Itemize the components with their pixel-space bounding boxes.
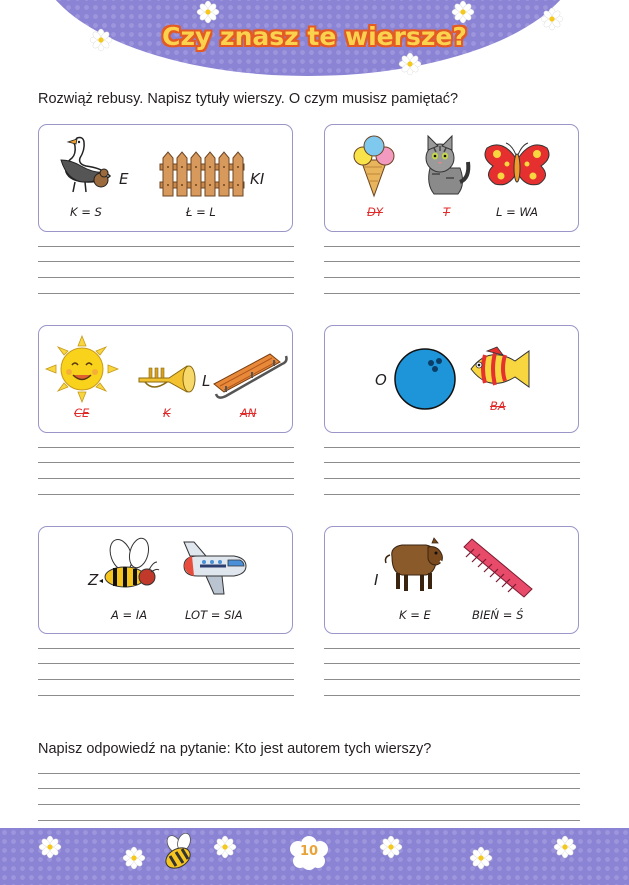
rebus-letter: Z <box>88 571 99 589</box>
boar-icon <box>384 537 446 597</box>
rebus-caption: K = E <box>399 608 431 622</box>
fish-icon <box>467 345 533 391</box>
rebus-caption: BIEŃ = Ś <box>472 608 524 622</box>
page-number: 10 <box>299 844 319 859</box>
flower-icon <box>213 835 237 859</box>
rebus-letter: KI <box>250 170 265 188</box>
flower-icon <box>451 0 475 24</box>
rebus-letter: O <box>375 371 387 389</box>
instruction-main: Rozwiąż rebusy. Napisz tytuły wierszy. O czym musisz pamiętać? <box>38 91 459 107</box>
rebus-letter: E <box>119 170 129 188</box>
bee-mascot-icon <box>160 834 198 870</box>
ball-icon <box>393 347 457 411</box>
goose-icon <box>55 134 117 196</box>
page-title: Czy znasz te wiersze? <box>162 22 467 51</box>
rebus-caption: Ł = L <box>186 205 216 219</box>
flower-icon <box>469 846 493 870</box>
ice-cream-icon <box>351 134 397 198</box>
rebus-caption: DY <box>367 205 383 219</box>
comb-icon <box>460 537 534 599</box>
bee-icon <box>99 537 159 597</box>
rebus-caption: CE <box>74 406 90 420</box>
rebus-letter: I <box>374 571 379 589</box>
sled-icon <box>212 350 286 402</box>
flower-icon <box>196 0 220 24</box>
rebus-caption: AN <box>240 406 257 420</box>
rebus-caption: LOT = SIA <box>185 608 243 622</box>
page-number-badge <box>290 836 328 870</box>
flower-icon <box>379 835 403 859</box>
flower-icon <box>553 835 577 859</box>
rebus-caption: L = WA <box>496 205 539 219</box>
butterfly-icon <box>483 140 551 194</box>
rebus-caption: K = S <box>70 205 102 219</box>
sun-icon <box>46 336 118 402</box>
trumpet-icon <box>137 362 201 396</box>
rebus-box-5 <box>38 526 293 634</box>
rebus-caption: A = IA <box>111 608 148 622</box>
instruction-final: Napisz odpowiedź na pytanie: Kto jest autorem tych wierszy? <box>38 741 432 757</box>
rebus-caption: BA <box>490 399 506 413</box>
flower-icon <box>38 835 62 859</box>
rebus-letter: L <box>202 372 211 390</box>
fence-icon <box>160 150 244 198</box>
rebus-box-6 <box>324 526 579 634</box>
rebus-caption: T <box>443 205 451 219</box>
cat-icon <box>416 134 470 198</box>
flower-icon <box>122 846 146 870</box>
rebus-caption: K <box>163 406 171 420</box>
airplane-icon <box>180 540 248 596</box>
flower-icon <box>398 52 422 76</box>
